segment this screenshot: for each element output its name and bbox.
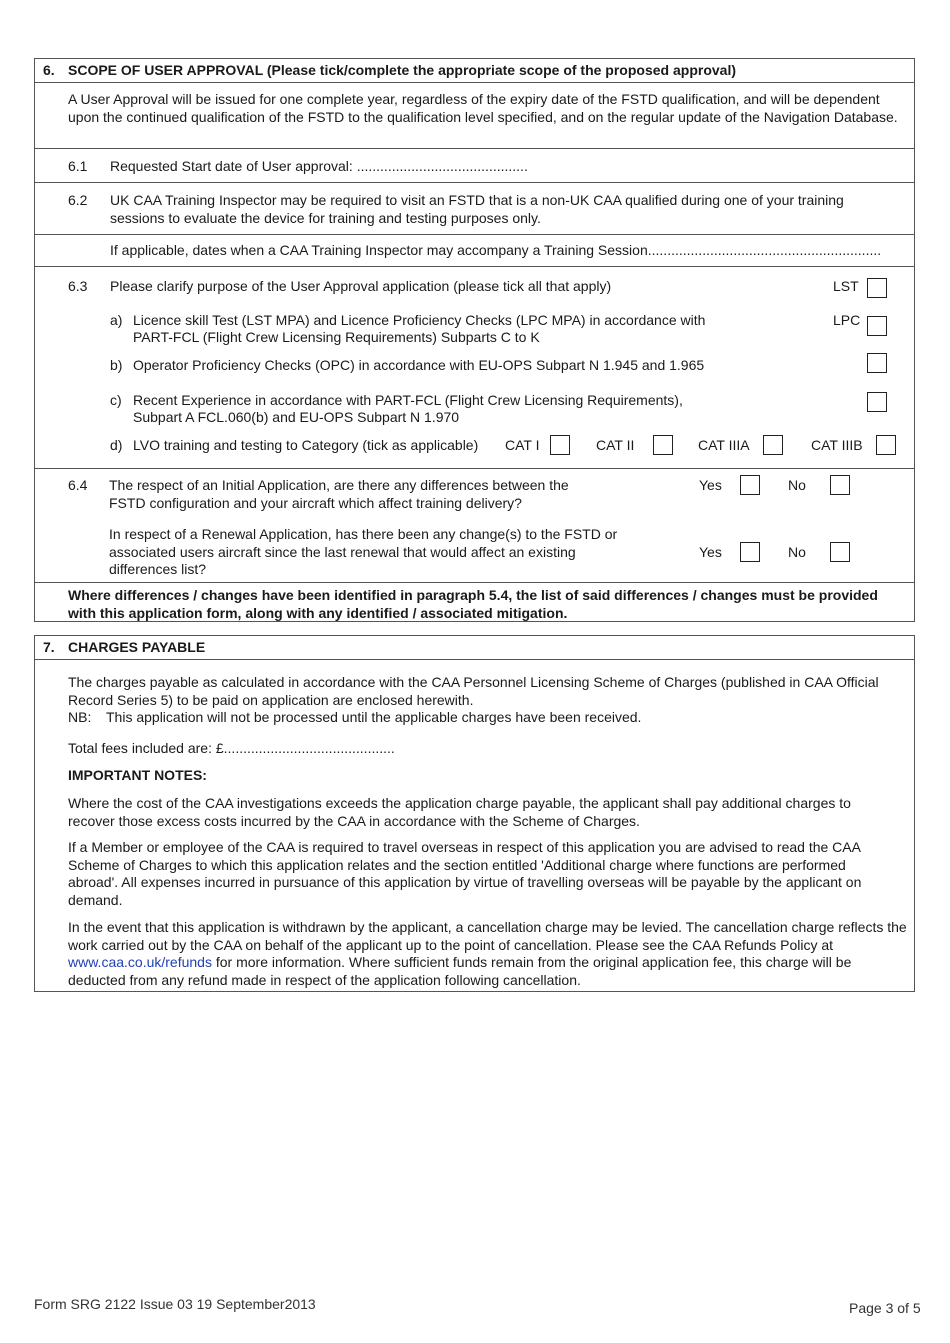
item-number: 6.2 [68,192,88,208]
cat-iiib-checkbox[interactable] [876,435,896,455]
section-title: CHARGES PAYABLE [68,639,206,655]
option-d-letter: d) [110,437,123,453]
note-additional-charges: Where the cost of the CAA investigations exceeds the application charge payable, the applicant shall pay additional charges to recover those excess costs incurred by the CAA in accordance with the Scheme of Charges. [68,795,851,829]
option-c-letter: c) [110,392,122,408]
renewal-no-checkbox[interactable] [830,542,850,562]
initial-yes-label: Yes [699,477,722,493]
nb-text: This application will not be processed until the applicable charges have been received. [106,709,642,725]
renewal-no-label: No [788,544,806,560]
nb-label: NB: [68,709,92,725]
cancellation-text-post: for more information. Where sufficient funds remain from the original application fee, this charge will be deducted from any refund made in respect of the application following cancellation. [68,954,852,988]
cat-ii-checkbox[interactable] [653,435,673,455]
cancellation-text-pre: In the event that this application is withdrawn by the applicant, a cancellation charge may be levied. The cancellation charge reflects the work carried out by the CAA on behalf of the applicant up to the point of cancellation. Please see the CAA Refunds Policy at [68,919,907,953]
purpose-text: Please clarify purpose of the User Approval application (please tick all that apply) [110,278,612,294]
row-6-3 [35,267,914,469]
charges-paragraph: The charges payable as calculated in accordance with the CAA Personnel Licensing Scheme of Charges (published in CAA Official Record Series 5) to be paid on application are enclosed herewith. [68,674,879,708]
form-identifier: Form SRG 2122 Issue 03 19 September2013 [34,1296,316,1312]
cat-iiia-label: CAT IIIA [698,437,750,453]
note-overseas-travel: If a Member or employee of the CAA is required to travel overseas in respect of this application you are advised to read the CAA Scheme of Charges to which this application relates and the section entitled 'Additional charge where functions are performed abroad'. All expenses incurred in pursuance of this application by virtue of travelling overseas will be payable by the applicant on demand. [68,839,862,908]
option-c-line2: Subpart A FCL.060(b) and EU-OPS Subpart N 1.970 [133,409,460,425]
option-a-letter: a) [110,312,123,328]
option-b-text: Operator Proficiency Checks (OPC) in accordance with EU-OPS Subpart N 1.945 and 1.965 [133,357,705,373]
item-number: 6.1 [68,158,88,174]
section-title: SCOPE OF USER APPROVAL (Please tick/complete the appropriate scope of the proposed approval) [68,62,736,78]
section-6-scope-of-user-approval [34,58,915,622]
section-6-header [35,59,914,83]
recent-experience-checkbox[interactable] [867,392,887,412]
cat-i-checkbox[interactable] [550,435,570,455]
renewal-yes-checkbox[interactable] [740,542,760,562]
row-6-2 [35,183,914,235]
section-number: 7. [43,639,55,655]
renewal-yes-label: Yes [699,544,722,560]
section-7-header [35,636,914,660]
note-cancellation [68,919,908,989]
page-number: Page 3 of 5 [849,1300,921,1316]
intro-text: A User Approval will be issued for one complete year, regardless of the expiry date of the FSTD qualification, and will be dependent upon the continued qualification of the FSTD to the qualification level specified, and on the regular update of the Navigation Database. [68,91,898,125]
start-date-field[interactable]: Requested Start date of User approval: ............................................ [110,158,528,174]
refunds-link[interactable]: www.caa.co.uk/refunds [68,954,212,970]
option-a-line1: Licence skill Test (LST MPA) and Licence Proficiency Checks (LPC MPA) in accordance with [133,312,706,328]
item-number: 6.3 [68,278,88,294]
initial-no-label: No [788,477,806,493]
lpc-checkbox[interactable] [867,316,887,336]
option-b-letter: b) [110,357,123,373]
section-number: 6. [43,62,55,78]
differences-note-row [35,583,914,627]
inspector-visit-text: UK CAA Training Inspector may be required to visit an FSTD that is a non-UK CAA qualified during one of your training sessions to evaluate the device for training and testing purposes only. [110,192,844,226]
differences-note: Where differences / changes have been identified in paragraph 5.4, the list of said differences / changes must be provided with this application form, along with any identified / associated mitigation. [68,587,878,621]
inspector-dates-field[interactable]: If applicable, dates when a CAA Training Inspector may accompany a Training Session............................................................ [110,242,882,258]
cat-ii-label: CAT II [596,437,635,453]
lst-label: LST [833,278,859,294]
lpc-label: LPC [833,312,861,328]
row-inspector-dates [35,235,914,267]
row-6-1 [35,149,914,183]
renewal-application-question: In respect of a Renewal Application, has there been any change(s) to the FSTD or associated users aircraft since the last renewal that would affect an existing differences list? [109,526,618,577]
initial-no-checkbox[interactable] [830,475,850,495]
intro-row [35,83,914,149]
opc-checkbox[interactable] [867,353,887,373]
section-7-charges-payable [34,635,915,992]
initial-application-question: The respect of an Initial Application, are there any differences between the FSTD configuration and your aircraft which affect training delivery? [109,477,569,511]
option-d-text: LVO training and testing to Category (tick as applicable) [133,437,479,453]
initial-yes-checkbox[interactable] [740,475,760,495]
option-c-line1: Recent Experience in accordance with PART-FCL (Flight Crew Licensing Requirements), [133,392,683,408]
cat-i-label: CAT I [505,437,540,453]
option-a-line2: PART-FCL (Flight Crew Licensing Requirements) Subparts C to K [133,329,540,345]
item-number: 6.4 [68,477,88,493]
lst-checkbox[interactable] [867,278,887,298]
row-6-4 [35,469,914,583]
important-notes-heading: IMPORTANT NOTES: [68,767,207,783]
cat-iiib-label: CAT IIIB [811,437,863,453]
total-fees-field[interactable]: Total fees included are: £............................................ [68,740,395,756]
cat-iiia-checkbox[interactable] [763,435,783,455]
